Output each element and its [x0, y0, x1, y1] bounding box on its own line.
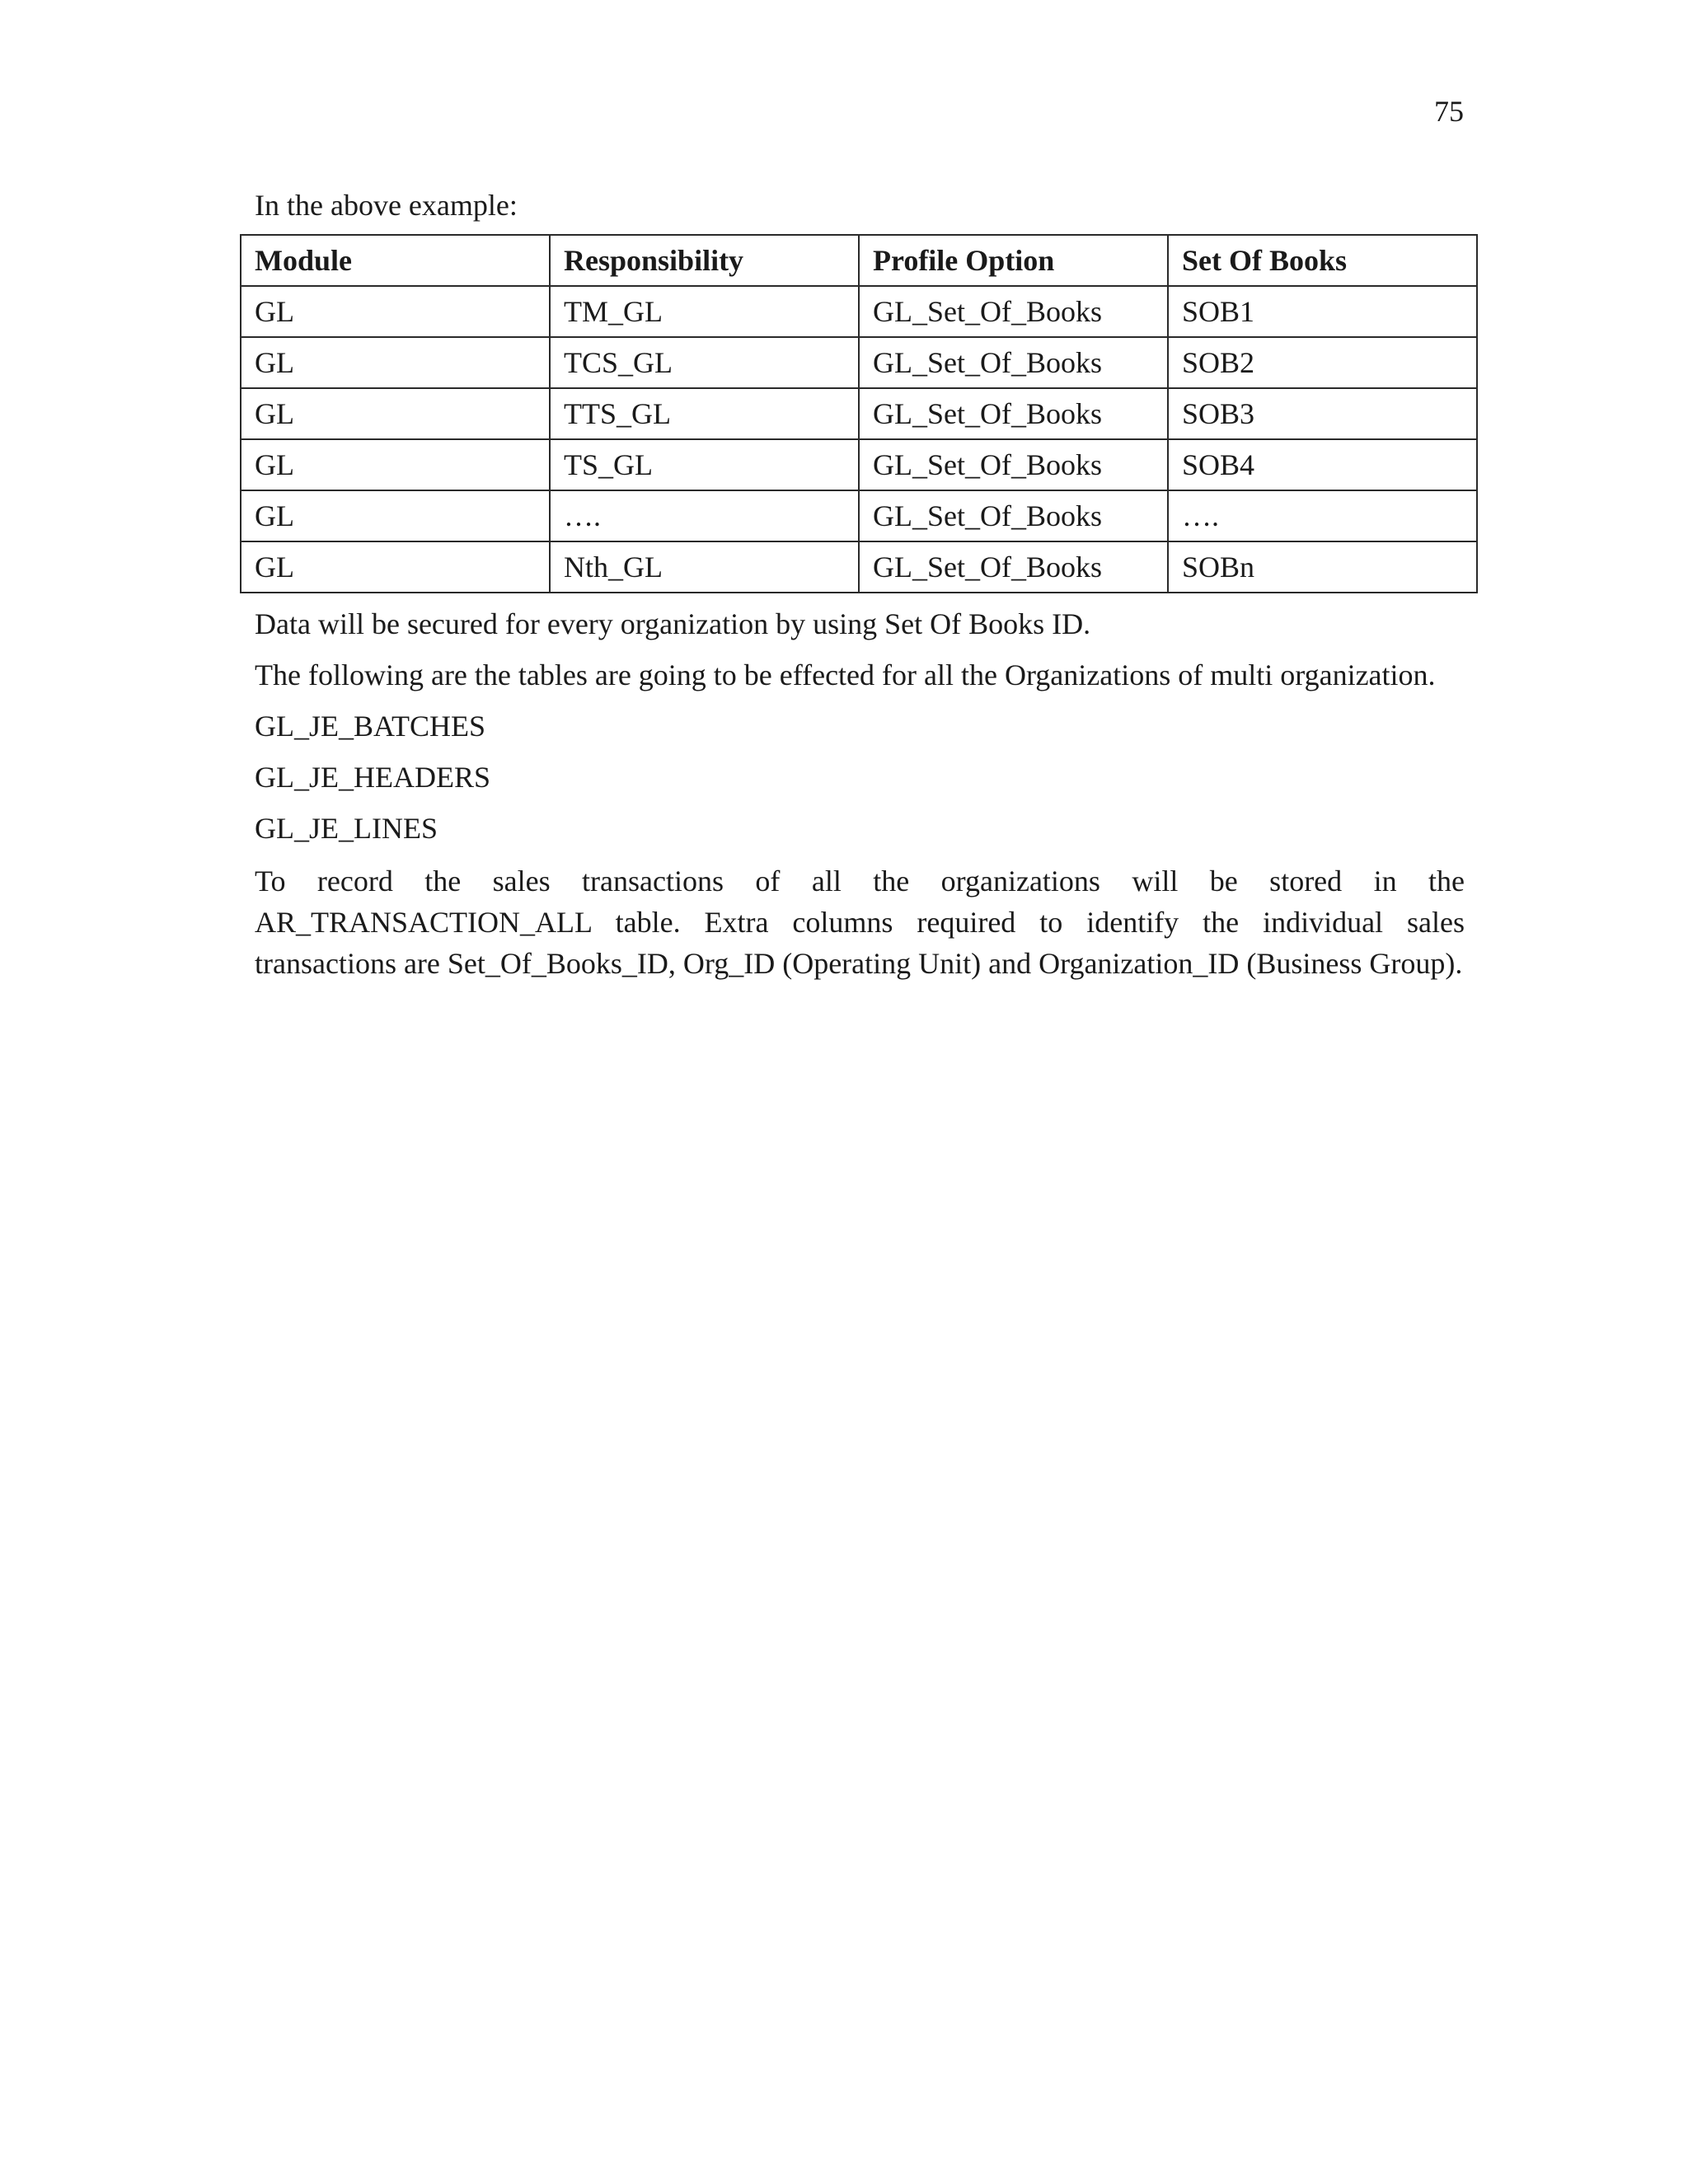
cell-responsibility: …. [550, 490, 859, 541]
table-row [241, 490, 1477, 541]
header-responsibility: Responsibility [550, 235, 859, 286]
header-module: Module [241, 235, 550, 286]
page-content [255, 185, 1465, 984]
cell-profile-option: GL_Set_Of_Books [859, 541, 1168, 593]
cell-set-of-books: …. [1168, 490, 1477, 541]
cell-responsibility: TM_GL [550, 286, 859, 337]
table-row [241, 337, 1477, 388]
table-row [241, 286, 1477, 337]
set-of-books-table [240, 234, 1478, 593]
table-row [241, 439, 1477, 490]
cell-set-of-books: SOB4 [1168, 439, 1477, 490]
table-row [241, 541, 1477, 593]
cell-responsibility: TTS_GL [550, 388, 859, 439]
cell-module: GL [241, 490, 550, 541]
table-name-gl-je-headers: GL_JE_HEADERS [255, 761, 490, 794]
intro-text: In the above example: [255, 189, 518, 222]
cell-set-of-books: SOB2 [1168, 337, 1477, 388]
record-paragraph: To record the sales transactions of all the organizations will be stored in the AR_TRANSACTION_ALL table. Extra columns required to identify the individual sales transactions are Set_Of_Books_ID, Org_ID (Operating Unit) and Organization_ID (Business Group). [255, 865, 1465, 980]
cell-profile-option: GL_Set_Of_Books [859, 388, 1168, 439]
table-name-gl-je-lines: GL_JE_LINES [255, 812, 438, 845]
cell-profile-option: GL_Set_Of_Books [859, 286, 1168, 337]
secured-paragraph: Data will be secured for every organization by using Set Of Books ID. [255, 607, 1091, 640]
cell-profile-option: GL_Set_Of_Books [859, 490, 1168, 541]
cell-profile-option: GL_Set_Of_Books [859, 337, 1168, 388]
cell-responsibility: TS_GL [550, 439, 859, 490]
cell-module: GL [241, 541, 550, 593]
cell-module: GL [241, 337, 550, 388]
cell-set-of-books: SOBn [1168, 541, 1477, 593]
cell-module: GL [241, 286, 550, 337]
cell-responsibility: TCS_GL [550, 337, 859, 388]
table-name-gl-je-batches: GL_JE_BATCHES [255, 710, 486, 743]
cell-responsibility: Nth_GL [550, 541, 859, 593]
cell-set-of-books: SOB3 [1168, 388, 1477, 439]
cell-set-of-books: SOB1 [1168, 286, 1477, 337]
page-number: 75 [1434, 95, 1464, 128]
cell-module: GL [241, 439, 550, 490]
table-row [241, 388, 1477, 439]
cell-profile-option: GL_Set_Of_Books [859, 439, 1168, 490]
cell-module: GL [241, 388, 550, 439]
table-header-row [241, 235, 1477, 286]
following-paragraph: The following are the tables are going to be effected for all the Organizations of multi organization. [255, 658, 1436, 691]
header-set-of-books: Set Of Books [1168, 235, 1477, 286]
header-profile-option: Profile Option [859, 235, 1168, 286]
